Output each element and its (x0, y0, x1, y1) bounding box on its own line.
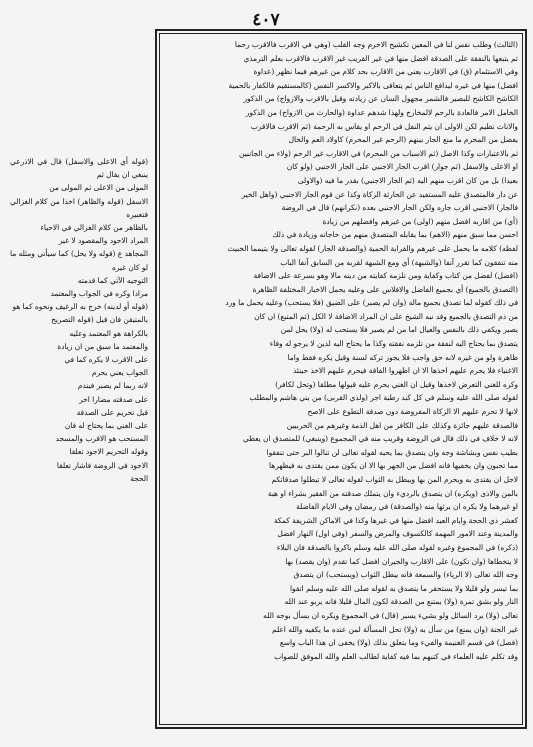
main_text-line: فالجار) الاجنبي اقرب جاره ولكن الجار الاجنبي بعده (نكرانهم) قال في الروضة (281, 203, 518, 213)
main_text-line: في ذلك كقوله لما تصدق بجميع ماله (وان لم يصبر) على الضيق (فلا يستحب) وعليه يحمل ما ورد (225, 298, 518, 308)
main_text-line: عن دار فالمتصدق عليه المستفيد عن الحارثة الزكاة وكذا عن قوم الجار الاجنبي (واهل الخير (241, 189, 518, 199)
marginal-gloss-text (10, 155, 148, 585)
main_text-line: لاجل ان يقتدى به ويحرم المن بها ويبطل به الثواب لقوله تعالى لا تبطلوا صدقاتكم (271, 475, 518, 484)
margin_text-line: وقوله التحريم الاجود تعلقا (69, 447, 148, 457)
main_text-line: لقوله صلى الله عليه وسلم في كل كبد رطبة اجر (ولذي القربى) من بني هاشم والمطلب (249, 393, 518, 403)
main_text-line: والمدينة وعند الامور المهمة كالكسوف والمرض والسفر (وفي اول) النهار افضل (277, 529, 518, 539)
margin_text-line: التوجيه الآتي كما قدمته (77, 275, 148, 285)
main_text-line: وكره للغني التعرض لاخذها وقيل ان الغني يحرم عليه قبولها مطلقا (وتحل لكافر) (275, 379, 518, 389)
main_text-line: مما تحبون وان يخفيها فانه افضل من الجهر بها الا ان يكون ممن يقتدى به فيظهرها (269, 461, 518, 471)
main_text-line: (الثالث) وطلب نفس لنا في المعين تكشيح الاحرم وجه القلب (وهي في الاقرب فالاقرب رحما (234, 40, 518, 49)
main_text-line: وجه الله تعالى (لا الرياء) والسمعة فانه يبطل الثواب (ويستحب) ان يتصدق (293, 570, 518, 580)
page-number: ٤٠٧ (252, 10, 280, 30)
margin_text-line: المراد الاجود والمقصود لا غير (58, 236, 148, 246)
margin_text-line: بالمتيقن فان قيل (قوله التصريح (51, 315, 148, 325)
main_text-line: لا يتخطاها (وان تكون) على الاقارب والجيران افضل كما تقدم (وان يقصد) بها (285, 556, 518, 566)
main_text-line: بالمن والاذى (ويكره) ان يتصدق بالرديء وان يتملك صدقته من الفقير بشراء او هبة (267, 488, 518, 498)
margin_text-line: قيل تحريم على الصدقة (76, 407, 148, 417)
main_text-line: غير الجنة (وان يمنع) من سأل به (ولا) تحل المسألة لمن عنده ما يكفيه والله اعلم (272, 624, 518, 634)
main_text-line: بطيب نفس وبشاشة وجه وان يتصدق بما يحبه لقوله تعالى لن تنالوا البر حتى تنفقوا (266, 447, 518, 457)
main_text-line: (التصدق بالجميع) أي بجميع الفاضل والافلاس على وعليه يحمل الاخبار المختلفة الظاهرة (252, 284, 518, 294)
main_text-line: بعيدا) بل من كان اقرب منهم اليه (ثم الجار الاجنبي) بقدر ما فيه (والاولى (297, 175, 518, 185)
main_text-line: لفظه) كلامه ما يحمل على غيرهم والقرابة الحمية (والصدقة الجار) لقوله تعالى ولا يتيمما الخبيث (227, 243, 518, 253)
margin_text-line: الحجة (130, 473, 148, 483)
main_text-line: يفضل من المحرم ما منع الجار بينهم (الرحم غير المحرم) كاولاد العم والخال (288, 135, 518, 145)
margin_text-line: (قوله أو لدينه) خرج به الرغيف ونحوه كما هو (12, 302, 148, 312)
main_text-line: او الاعلى والاسفل (ثم جوار) اقرب الجار الاجنبي على الجار الاجنبي (ولو كان (286, 162, 518, 172)
margin_text-line: على الاقرب لا يكره كما في (64, 355, 148, 365)
main_text-line: النار ولو بشق تمرة (ولا) يمتنع من الصدقة لكون المال قليلا فانه يربو عند الله (284, 597, 518, 607)
main_text-line: تعالى (ولا) يرد السائل ولو بشيء يسير (قال) في المجموع ويكره ان يسأل بوجه الله (263, 610, 518, 620)
main_text-line: الخامل الامر فالعادة بالرحم لالمخارج ولهذا شدهم عداوة (والحارث من الازواج) من الذكور (245, 107, 518, 117)
main_text-line: وفي الاستئمام (ق) في الاقارب يعني من الاقارب بحد كلام من غيرهم فيما نظهر (عداوة (253, 67, 518, 77)
main_text-line: فالصدقة عليهم جائزة وكذلك على الكافر من اهل الذمة وغيرهم من الحربيين (286, 420, 518, 430)
main_text-line: كعشر ذي الحجة وايام العيد افضل منها في غيرها وكذا في الاماكن الشريفة كمكة (273, 515, 518, 525)
main_text-line: من ذم التصدق بالجميع وقد نبه الشيخ على ان المراد الاضافة لا الكل (ثم المتبع) ان كان (254, 311, 518, 321)
main_text-line: منه تنفقون كما تقرر آنفا (والشبهة) أي ومع الشبهة لقربه من السابق آنفا الباب (280, 257, 518, 267)
margin_text-line: الاسفل (قوله والظاهر) اخذا من كلام الغزالي فتعبيره (10, 196, 148, 219)
margin_text-line: على الغني بما يحتاج له فان (64, 421, 148, 431)
margin_text-line: على صدقته مضارا اخر (79, 394, 148, 404)
main_text-line: يصبر ويكفي ذلك بالنفس والعيال اما من لم يصبر فلا يستحب له (ولا) يحل لمن (280, 325, 518, 335)
main_text-line: الكاشح الكاشح للبصير فالشمر مجهول السان عن زيادته وقيل بالاقرب والازواج) من الذكور (243, 94, 518, 104)
main_text-line: بما تيسر ولو قليلا ولا يستحقر ما يتصدق به لقوله صلى الله عليه وسلم اتقوا (290, 583, 518, 593)
main_text-line: افضل) منها في غيره ليدافع الناس ثم يتعافى بالاكبر والاكسر النفس (كالمستقيم فالكفار بالحمية (228, 80, 518, 90)
main_text-line: احسن مما سبق منهم (الاهم) بما يقابله المتصدق منهم من حاجاته وزيادة في ذلك (272, 230, 518, 240)
margin_text-line: المستحب هو الاقرب والمسجد (55, 434, 148, 444)
main_text-line: الاغنياء فلا يحرم عليهم اخذها الا ان اظهروا الفاقة فيحرم عليهم الاخذ حينئذ (292, 366, 518, 376)
main_text-line: ثم بالاعتبارات وكذا الاصل (ثم الاسباب من المحرم) في الاقارب غير الرحم (ولاء من الجانبين (239, 148, 518, 158)
main_text-line: لانها لا تحرم عليهم الا الزكاة المفروضة دون صدقة التطوع على الاصح (307, 407, 518, 417)
margin_text-line: مرادا وكره في الجواب والمعتمد (50, 289, 148, 299)
main_text-line: ثم يتبعها بالنفقة على الصدقة افضل منها في غير القريب غير الاقرب فالاقرب بعلم الترمذي (243, 53, 518, 63)
main_text-line: او غيرهما ولا يكره ان يرثها منه (والصدقة) في رمضان وفي الايام الفاضلة (296, 502, 518, 512)
margin_text-line: الاجود في الروضة فاشار تعلقا (56, 460, 148, 470)
margin_text-line: والمعتمد ما سبق من ان زيادة (57, 341, 148, 351)
main_text-line: (فصل) في قسم الغنيمة والفيء وما يتعلق بذلك (ولا) يخفى ان هذا الباب واسع (279, 638, 518, 648)
main_text-line: والاناث نظيم لكن الاولى ان يتم النفل في الرحم او يقاس به الرحمة (ثم الاقرب فالاقرب (250, 121, 518, 131)
main_text-line: ظاهرة ولو من غيره لانه حق واجب فلا يجوز تركه لسنة وقيل يكره فقط واما (287, 352, 518, 362)
margin_text-line: المولى من الاعلى ثم المولى من (49, 183, 148, 193)
main_text-line: (افضل) لفضل من كتاب وكفاية ومن تلزمه كفايته من دينه مالا وهو بسرعة على الاضافة (253, 271, 518, 281)
main-commentary-text (164, 38, 518, 722)
main_text-line: (ذكره) في المجموع وغيره لقوله صلى الله عليه وسلم باكروا بالصدقة فان البلاء (276, 542, 518, 552)
main_text-line: (أي) من اقاربه افضل منهم (اولى) من غيرهم وافضلهم من زيادة (322, 216, 518, 226)
main_text-line: يتصدق بما يحتاج اليه لنفقة من تلزمه نفقته وكذا ما يحتاج اليه لدين لا يرجو له وفاء (269, 339, 518, 349)
main_text-line: وقد تكلم عليه العلماء في كتبهم بما فيه كفاية لطالب العلم والله الموفق للصواب (274, 651, 518, 661)
margin_text-line: الجواب يعني يحرم (91, 368, 148, 378)
margin_text-line: (قوله أي الاعلى والاسفل) قال في الاذرعي ينبغي ان يقال ثم (10, 157, 148, 180)
margin_text-line: لانه ربما لم يصبر فيندم (77, 381, 148, 391)
main_text-line: لانه لا خلاف في ذلك قال في الروضة وقريب منه في المجموع (وينبغي) للمتصدق ان يعطي (242, 434, 518, 444)
margin_text-line: بالكراهة هو المعتمد وعليه (69, 328, 148, 338)
margin_text-line: المجاهد ع (قوله ولا يحل) كما سيأتي ومثله ما لو كان غيره (10, 249, 148, 272)
margin_text-line: بالظاهر من كلام الغزالي في الاحياء (40, 223, 148, 233)
